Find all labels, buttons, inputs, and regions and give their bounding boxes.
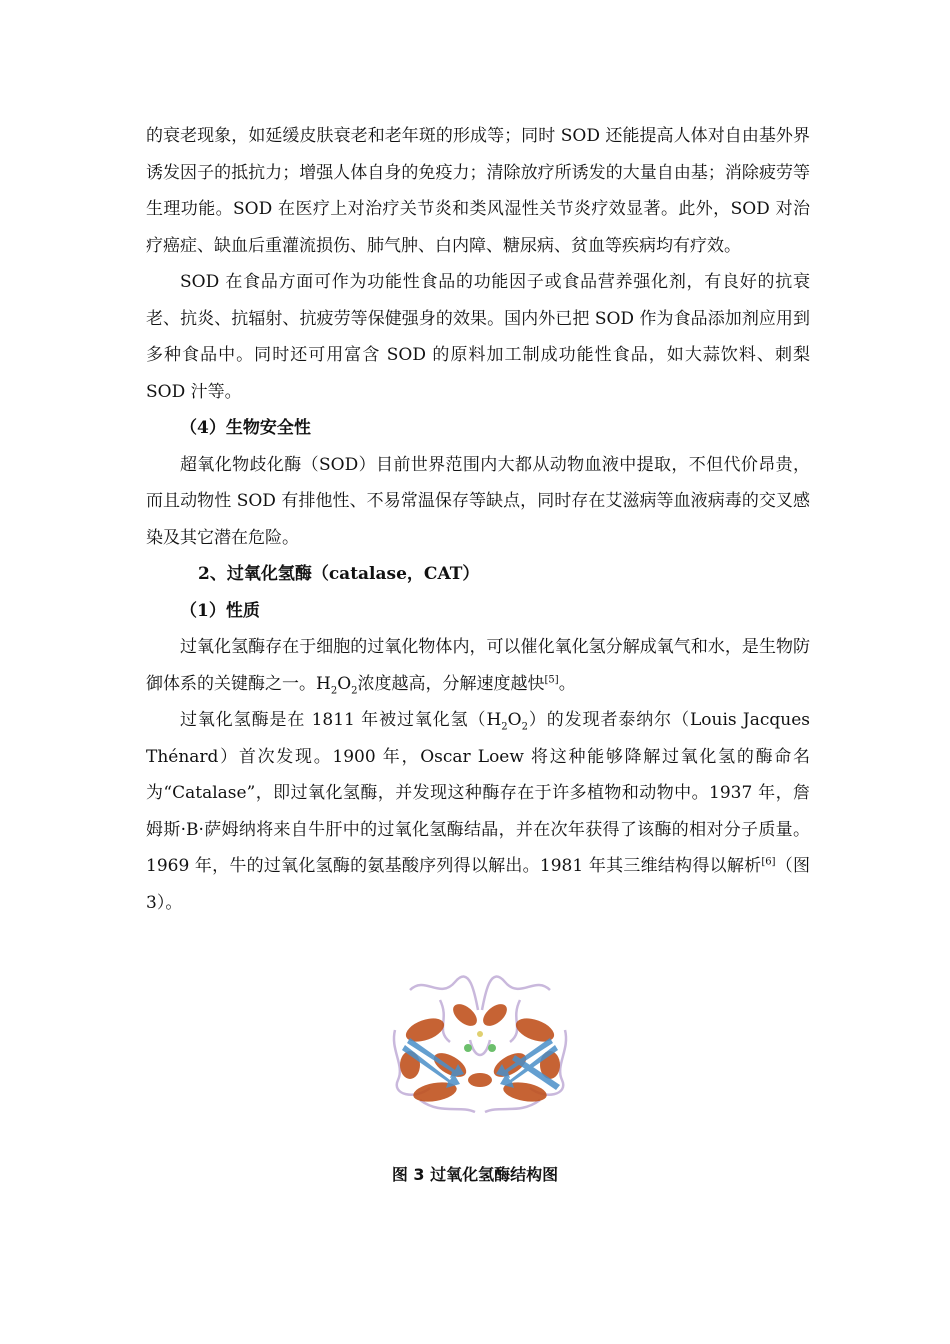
text-segment: 。 — [558, 673, 576, 694]
formula-subscript: 2 — [521, 721, 528, 733]
heading-properties: （1）性质 — [180, 600, 260, 621]
formula-o: O — [337, 673, 352, 694]
paragraph-sod-safety: 超氧化物歧化酶（SOD）目前世界范围内大都从动物血液中提取，不但代价昂贵，而且动物性 SOD 有排他性、不易常温保存等缺点，同时存在艾滋病等血液病毒的交叉感染及其它潜在危险。 — [146, 454, 810, 548]
figure-caption: 图 3 过氧化氢酶结构图 — [391, 1165, 559, 1184]
formula-h: H — [316, 673, 331, 694]
citation-ref: [6] — [761, 856, 776, 868]
text-segment: ）的发现者泰纳尔（Louis Jacques Thénard）首次发现。1900 年，Oscar Loew 将这种能够降解过氧化氢的酶命名为“Catalase”，即过氧化氢酶，并发现这种酶存在于许多植物和动物中。1937 年，詹姆斯·B·萨姆纳将来自牛肝中的过氧化氢酶结晶，并在次年获得了该酶的相对分子质量。1969 年，牛的过氧化氢酶的氨基酸序列得以解出。1981 年其三维结构得以解析 — [146, 710, 811, 876]
heading-bio-safety: （4）生物安全性 — [180, 418, 311, 438]
paragraph-catalase-history — [146, 702, 810, 921]
catalase-structure-figure — [380, 970, 580, 1120]
body-text — [146, 118, 810, 921]
citation-ref: [5] — [544, 673, 559, 685]
paragraph-catalase-function — [146, 629, 810, 702]
protein-ribbon-image — [380, 970, 580, 1120]
text-segment: 过氧化氢酶是在 1811 年被过氧化氢（ — [180, 710, 487, 730]
ligand-sites — [464, 1031, 496, 1052]
formula-subscript: 2 — [501, 721, 508, 733]
paragraph-sod-food: SOD 在食品方面可作为功能性食品的功能因子或食品营养强化剂，有良好的抗衰老、抗炎、抗辐射、抗疲劳等保健强身的效果。国内外已把 SOD 作为食品添加剂应用到多种食品中。同时还可用富含 SOD 的原料加工制成功能性食品，如大蒜饮料、刺梨 SOD 汁等。 — [146, 272, 810, 402]
paragraph-sod-effects: 的衰老现象，如延缓皮肤衰老和老年斑的形成等；同时 SOD 还能提高人体对自由基外界诱发因子的抵抗力；增强人体自身的免疫力；清除放疗所诱发的大量自由基；消除疲劳等生理功能。SOD 在医疗上对治疗关节炎和类风湿性关节炎疗效显著。此外，SOD 对治疗癌症、缺血后重灌流损伤、肺气肿、白内障、糖尿病、贫血等疾病均有疗效。 — [146, 126, 810, 256]
text-segment: （图 3）。 — [146, 856, 810, 913]
formula-o: O — [507, 710, 522, 730]
text-segment: 过氧化氢酶存在于细胞的过氧化物体内，可以催化氧化氢分解成氧气和水，是生物防御体系的关键酶之一。 — [146, 637, 810, 694]
heading-catalase: 2、过氧化氢酶（catalase，CAT） — [198, 564, 480, 584]
formula-h: H — [486, 710, 502, 730]
text-segment: 浓度越高，分解速度越快 — [357, 673, 545, 694]
formula-subscript: 2 — [351, 684, 358, 696]
formula-subscript: 2 — [330, 684, 338, 696]
